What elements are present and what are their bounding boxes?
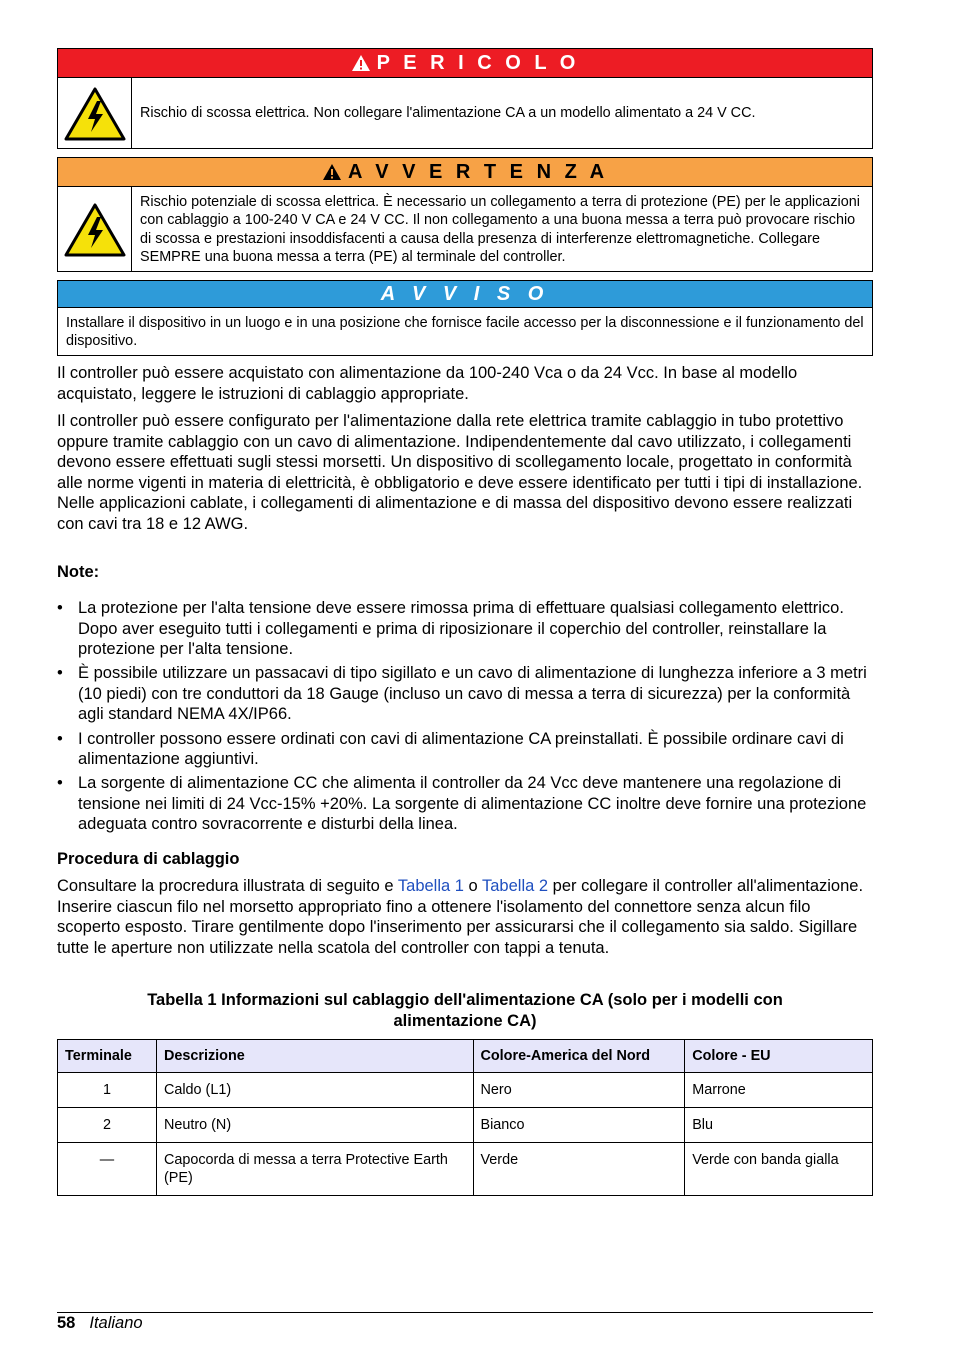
wiring-table xyxy=(57,1039,873,1196)
column-header: Colore-America del Nord xyxy=(473,1040,685,1073)
list-item: • È possibile utilizzare un passacavi di tipo sigillato e un cavo di alimentazione di lunghezza inferiore a 3 metri (10 piedi) con tre conduttori da 18 Gauge (incluso un cavo di messa a terra di sicurezza) per la conformità agli standard NEMA 4X/IP66. xyxy=(57,663,873,725)
configuration-paragraph: Il controller può essere configurato per l'alimentazione dalla rete elettrica tramite cablaggio in tubo protettivo oppure tramite cablaggio con un cavo di alimentazione. Indipendentemente dal cavo utilizzato, i collegamenti devono essere effettuati sugli stessi morsetti. Un dispositivo di scollegamento locale, progettato in conformità alle norme vigenti in materia di elettricità, è obbligatorio e deve essere identificato per tutti i tipi di installazione. Nelle applicazioni cablate, i collegamenti di alimentazione e di massa del dispositivo devono essere realizzati con cavi tra 18 e 12 AWG. xyxy=(57,412,863,533)
table-2-link[interactable]: Tabella 2 xyxy=(482,877,549,895)
warning-text: Rischio potenziale di scossa elettrica. È necessario un collegamento a terra di protezione (PE) per le applicazioni con cablaggio a 100-240 V CA e 24 V CC. Il non collegamento a una buona messa a terra può provocare rischio di scossa e prestazioni insoddisfacenti a causa della presenza di interferenze elettromagnetiche. Collegare SEMPRE una buona messa a terra (PE) al terminale del controller. xyxy=(140,194,860,265)
notice-box xyxy=(57,280,873,356)
intro-paragraph: Il controller può essere acquistato con alimentazione da 100-240 Vca o da 24 Vcc. In base al modello acquistato, leggere le istruzioni di cablaggio appropriate. xyxy=(57,364,798,403)
warning-header xyxy=(58,158,872,187)
note-label: Note: xyxy=(57,563,100,581)
electric-shock-warning-icon xyxy=(58,78,132,149)
warning-triangle-icon xyxy=(322,163,342,181)
page-number: 58 xyxy=(57,1314,76,1332)
table-caption xyxy=(57,990,873,1031)
notice-label: A V V I S O xyxy=(380,282,550,305)
column-header: Colore - EU xyxy=(685,1040,873,1073)
danger-box xyxy=(57,48,873,149)
procedure-text-mid: o xyxy=(463,877,482,895)
table-cell: Nero xyxy=(473,1073,685,1108)
footer-divider xyxy=(57,1312,873,1313)
column-header: Descrizione xyxy=(156,1040,473,1073)
table-cell: Marrone xyxy=(685,1073,873,1108)
electric-shock-warning-icon xyxy=(58,187,132,272)
danger-text: Rischio di scossa elettrica. Non collegare l'alimentazione CA a un modello alimentato a 24 V CC. xyxy=(140,105,756,122)
procedure-paragraph xyxy=(57,876,873,958)
table-row xyxy=(58,1143,873,1196)
danger-header xyxy=(58,49,872,78)
table-cell: Blu xyxy=(685,1108,873,1143)
table-row xyxy=(58,1108,873,1143)
page-footer xyxy=(57,1313,143,1333)
table-caption-line-1: Tabella 1 Informazioni sul cablaggio dell'alimentazione CA (solo per i modelli con xyxy=(147,991,783,1009)
table-1-link[interactable]: Tabella 1 xyxy=(397,877,464,895)
list-item: • I controller possono essere ordinati con cavi di alimentazione CA preinstallati. È possibile ordinare cavi di alimentazione aggiuntivi. xyxy=(57,729,873,770)
table-cell: Verde xyxy=(473,1143,685,1196)
column-header: Terminale xyxy=(58,1040,157,1073)
table-cell: Neutro (N) xyxy=(156,1108,473,1143)
table-cell: Capocorda di messa a terra Protective Earth (PE) xyxy=(156,1143,473,1196)
table-cell: 1 xyxy=(58,1073,157,1108)
warning-triangle-icon xyxy=(351,54,371,72)
table-header-row xyxy=(58,1040,873,1073)
table-cell: 2 xyxy=(58,1108,157,1143)
warning-label: A V V E R T E N Z A xyxy=(347,160,609,183)
notes-list xyxy=(57,598,873,839)
warning-box xyxy=(57,157,873,272)
table-row xyxy=(58,1073,873,1108)
table-caption-line-2: alimentazione CA) xyxy=(393,1011,537,1030)
section-heading: Procedura di cablaggio xyxy=(57,850,240,868)
table-cell: Caldo (L1) xyxy=(156,1073,473,1108)
procedure-text-end: per collegare il controller all'alimentazione. Inserire ciascun filo nel morsetto appropriato fino a ottenere l'isolamento del connettore senza alcun filo scoperto esposto. Tirare gentilmente dopo l'inserimento per assicurarsi che il collegamento sia saldo. Sigillare tutte le aperture non utilizzate nella scatola del controller con tappi a tenuta. xyxy=(57,877,864,957)
list-item: • La protezione per l'alta tensione deve essere rimossa prima di effettuare qualsiasi collegamento elettrico. Dopo aver eseguito tutti i collegamenti e prima di riposizionare il coperchio del controller, reinstallare la protezione per l'alta tensione. xyxy=(57,598,873,660)
list-item: • La sorgente di alimentazione CC che alimenta il controller da 24 Vcc deve mantenere una regolazione di tensione nei limiti di 24 Vcc-15% +20%. La sorgente di alimentazione CC inoltre deve fornire una protezione adeguata contro sovracorrente e disturbi della linea. xyxy=(57,773,873,835)
notice-text: Installare il dispositivo in un luogo e in una posizione che fornisce facile accesso per la disconnessione e il funzionamento del dispositivo. xyxy=(66,314,864,349)
procedure-text-start: Consultare la procredura illustrata di seguito e xyxy=(57,877,398,895)
table-cell: Bianco xyxy=(473,1108,685,1143)
danger-label: P E R I C O L O xyxy=(376,51,580,74)
footer-language: Italiano xyxy=(89,1314,143,1332)
table-cell: — xyxy=(58,1143,157,1196)
notice-header xyxy=(58,281,872,308)
table-cell: Verde con banda gialla xyxy=(685,1143,873,1196)
